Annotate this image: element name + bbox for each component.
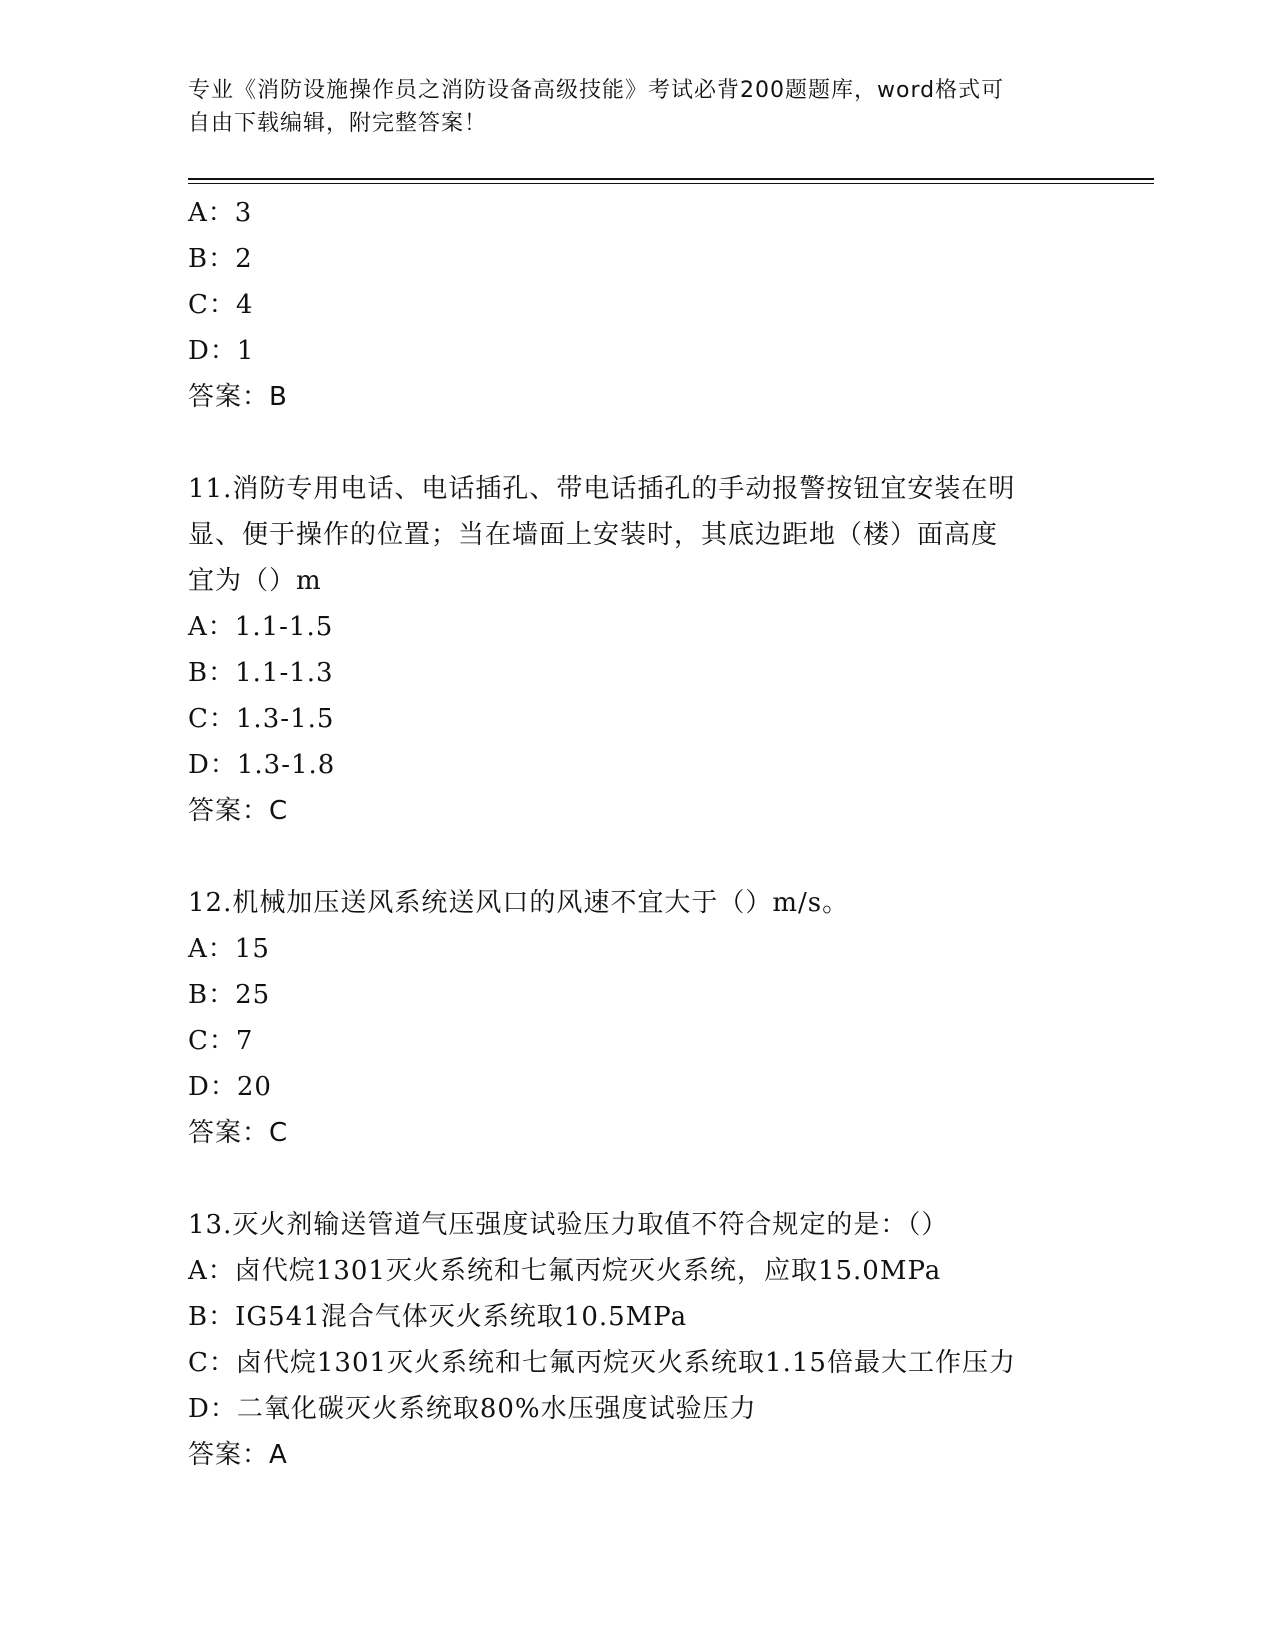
option-b: B：IG541混合气体灭火系统取10.5MPa (188, 1302, 688, 1332)
option-c: C：1.3-1.5 (188, 704, 335, 734)
option-b: B：2 (188, 244, 253, 274)
option-a: A：卤代烷1301灭火系统和七氟丙烷灭火系统，应取15.0MPa (188, 1256, 942, 1286)
answer-label: 答案：C (188, 1118, 289, 1148)
question-11 (188, 466, 1088, 834)
answer-label: 答案：C (188, 796, 289, 826)
header-divider-thin (188, 183, 1154, 184)
option-c: C：卤代烷1301灭火系统和七氟丙烷灭火系统取1.15倍最大工作压力 (188, 1348, 1016, 1378)
question-10 (188, 190, 1088, 420)
spacer (188, 834, 1088, 880)
option-c: C：4 (188, 290, 254, 320)
spacer (188, 420, 1088, 466)
header-title-line-2: 自由下载编辑，附完整答案！ (188, 111, 488, 136)
answer-label: 答案：B (188, 382, 288, 412)
answer-label: 答案：A (188, 1440, 288, 1470)
option-d: D：1.3-1.8 (188, 750, 336, 780)
option-d: D：20 (188, 1072, 272, 1102)
option-a: A：15 (188, 934, 270, 964)
option-d: D：1 (188, 336, 255, 366)
question-stem-line: 12.机械加压送风系统送风口的风速不宜大于（）m/s。 (188, 888, 850, 918)
question-13 (188, 1202, 1088, 1478)
spacer (188, 1156, 1088, 1202)
option-d: D：二氧化碳灭火系统取80%水压强度试验压力 (188, 1394, 757, 1424)
option-a: A：3 (188, 198, 253, 228)
option-b: B：1.1-1.3 (188, 658, 334, 688)
header-title-line-1: 专业《消防设施操作员之消防设备高级技能》考试必背200题题库，word格式可 (188, 78, 1005, 103)
document-header (188, 74, 1088, 140)
question-list (188, 190, 1088, 1478)
option-c: C：7 (188, 1026, 254, 1056)
question-stem-line: 11.消防专用电话、电话插孔、带电话插孔的手动报警按钮宜安装在明 (188, 474, 1016, 504)
option-a: A：1.1-1.5 (188, 612, 334, 642)
question-12 (188, 880, 1088, 1156)
question-stem-line: 宜为（）m (188, 566, 322, 596)
option-b: B：25 (188, 980, 271, 1010)
header-divider-thick (188, 178, 1154, 180)
question-stem-line: 13.灭火剂输送管道气压强度试验压力取值不符合规定的是：（） (188, 1210, 949, 1240)
question-stem-line: 显、便于操作的位置；当在墙面上安装时，其底边距地（楼）面高度 (188, 520, 999, 550)
